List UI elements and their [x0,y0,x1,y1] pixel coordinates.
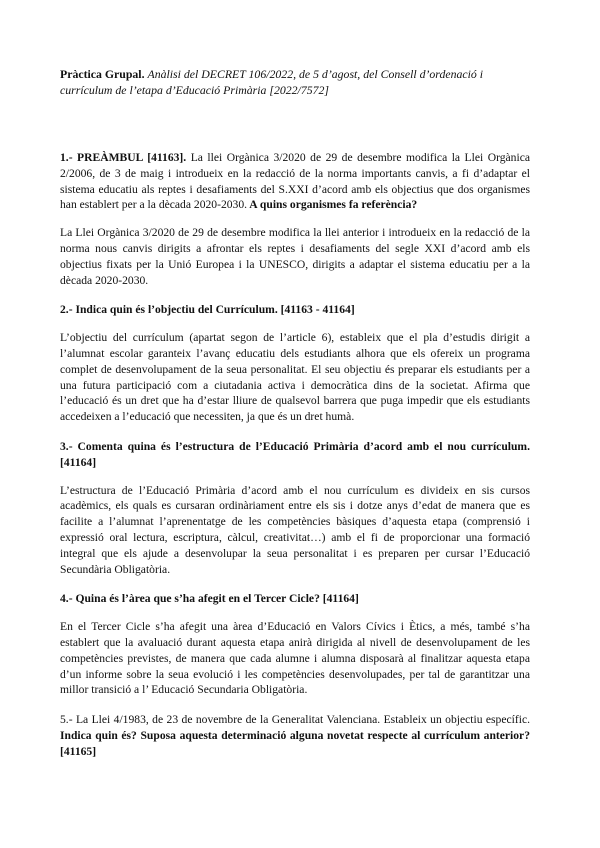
question-1: 1.- PREÀMBUL [41163]. La llei Orgànica 3/2020 de 29 de desembre modifica la Llei Orgànica 2/2006, de 3 de maig i introdueix en la redacció de la norma importants canvis, a fi d’adaptar el sistema educatiu als reptes i desafiaments del S.XXI d’acord amb els objectius que dos organismes han establert per a la dècada 2020-2030. A quins organismes fa referència? [60,151,530,212]
question-4: 4.- Quina és l’àrea que s’ha afegit en el Tercer Cicle? [41164] [60,592,359,606]
answer-4: En el Tercer Cicle s’ha afegit una àrea d’Educació en Valors Cívics i Ètics, a més, també s’ha establert que la avaluació durant aquesta etapa anirà dirigida al nivell de desenvolupament de les competències previstes, de manera que cada alumne i alumna disposarà al finalitzar aquesta etapa d’un informe sobre la seua evolució i les competències desenvolupades, per tal de garantitzar una millor transició a l’ Educació Secundaria Obligatòria. [60,620,530,697]
answer-1: La Llei Orgànica 3/2020 de 29 de desembre modifica la llei anterior i introdueix en la redacció de la norma nous canvis dirigits a afrontar els reptes i desafiaments del segle XXI d’acord amb els objectius fixats per la Unió Europea i la UNESCO, dirigits a adaptar el sistema educatiu per a la dècada 2020-2030. [60,226,530,287]
question-5: 5.- La Llei 4/1983, de 23 de novembre de la Generalitat Valenciana. Estableix un objectiu específic. Indica quin és? Suposa aquesta determinació alguna novetat respecte al currículum anterior? [41165] [60,713,530,758]
answer-2: L’objectiu del currículum (apartat segon de l’article 6), estableix que el pla d’estudis dirigit a l’alumnat escolar garanteix l’avanç educatiu dels estudiants alhora que els ofereix un programa complet de desenvolupament de la seua personalitat. El seu objectiu és preparar els estudiants per a una futura participació com a ciutadania activa i democràtica dins de la societat. Afirma que l’educació és un dret que ha d’estar lliure de qualsevol barrera que puga impedir que els estudiants accedeixen a l’educació que necessiten, ja que és un dret humà. [60,331,530,424]
answer-3: L’estructura de l’Educació Primària d’acord amb el nou currículum es divideix en sis cursos acadèmics, els quals es cursaran ordinàriament entre els sis i dotze anys d’edat de manera que es facilite a l’alumnat l’aprenentatge de les competències bàsiques d’aquesta etapa (comprensió i expressió oral lectura, escriptura, càlcul, creativitat…) amb el fi de proporcionar una formació integral que els ajude a desenvolupar la seua personalitat i es preparen per cursar l’Educació Secundària Obligatòria. [60,483,530,576]
header-lead: Pràctica Grupal. [60,67,145,81]
question-3: 3.- Comenta quina és l’estructura de l’Educació Primària d’acord amb el nou currículum. [41164] [60,439,530,469]
question-2: 2.- Indica quin és l’objectiu del Currículum. [41163 - 41164] [60,303,355,317]
document-header [60,66,530,98]
header-title: Anàlisi del DECRET 106/2022, de 5 d’agost, del Consell d’ordenació i currículum de l’etapa d’Educació Primària [2022/7572] [60,67,484,97]
